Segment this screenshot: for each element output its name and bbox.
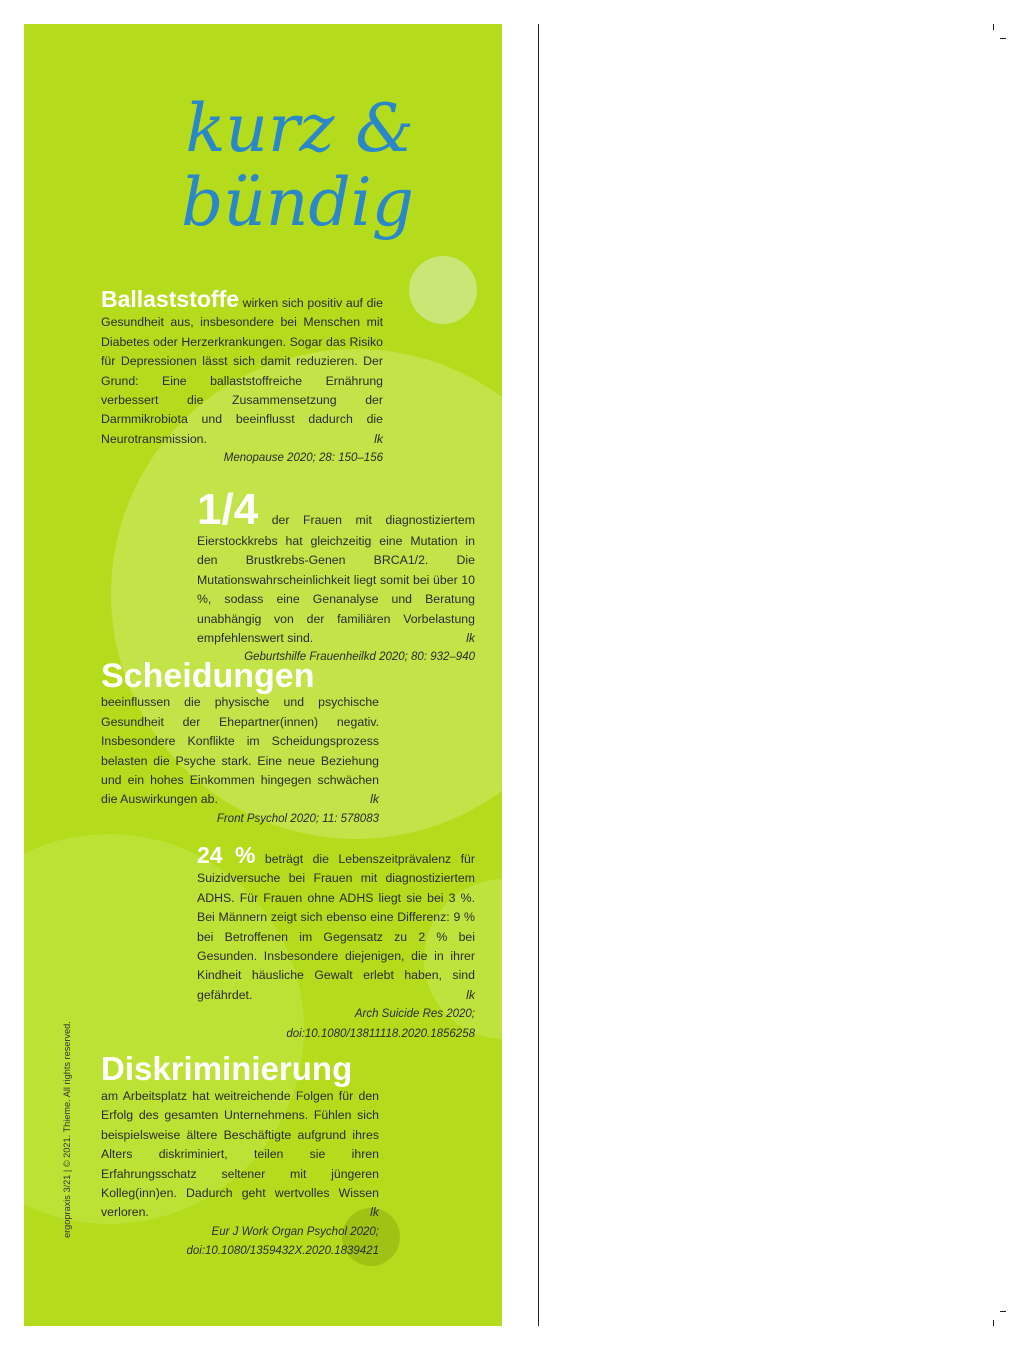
title-line-2: bündig — [181, 164, 414, 241]
page-title — [154, 92, 414, 240]
crop-mark-bottom-horizontal — [1000, 1311, 1006, 1312]
page-divider — [538, 24, 539, 1326]
article-reference: Eur J Work Organ Psychol 2020; — [211, 1225, 379, 1238]
article-body: beeinflussen die physische und psychische Gesundheit der Ehepartner(innen) negativ. Insbesondere Konflikte im Scheidungsprozess belasten die Psyche stark. Eine neue Beziehung und ein hohes Einkommen hingegen schwächen die Auswirkungen ab. — [101, 695, 379, 807]
article-diskriminierung — [101, 1051, 379, 1262]
article-reference-doi: doi:10.1080/13811118.2020.1856258 — [286, 1027, 475, 1040]
article-reference: Front Psychol 2020; 11: 578083 — [216, 812, 379, 825]
article-reference-doi: doi:10.1080/1359432X.2020.1839421 — [186, 1245, 379, 1258]
article-reference: Menopause 2020; 28: 150–156 — [223, 452, 383, 465]
article-body: wirken sich positiv auf die Gesundheit aus, insbesondere bei Menschen mit Diabetes oder Herzerkrankungen. Sogar das Risiko für Depressionen lässt sich damit reduzieren. Der Grund: Eine ballaststoffreiche Ernährung verbessert die Zusammensetzung der Darmmikrobiota und beeinflusst dadurch die Neurotransmission. — [101, 296, 383, 446]
article-heading: Ballaststoffe — [101, 286, 240, 312]
article-heading: Scheidungen — [101, 657, 315, 695]
article-body: beträgt die Lebenszeitprävalenz für Suizidversuche bei Frauen mit diagnostiziertem ADHS. Für Frauen ohne ADHS liegt sie bei 3 %. Bei Männern zeigt sich ebenso eine Differenz: 9 % bei Betroffenen im Gegensatz zu 2 % bei Gesunden. Insbesondere diejenigen, die in ihrer Kindheit häusliche Gewalt erlebt haben, sind gefährdet. — [197, 852, 475, 1002]
article-reference: Arch Suicide Res 2020; — [354, 1008, 475, 1021]
copyright-note: ergopraxis 3/21 | © 2021. Thieme. All rights reserved. — [62, 1021, 72, 1238]
author-initials: lk — [466, 987, 475, 1002]
author-initials: lk — [370, 1205, 379, 1220]
author-initials: lk — [374, 431, 383, 446]
article-heading: 1/4 — [197, 485, 259, 534]
article-reference: Geburtshilfe Frauenheilkd 2020; 80: 932–940 — [244, 651, 475, 664]
green-panel — [24, 24, 502, 1326]
article-body: der Frauen mit diagnostiziertem Eierstockkrebs hat gleichzeitig eine Mutation in den Brustkrebs-Genen BRCA1/2. Die Mutationswahrscheinlichkeit liegt somit bei über 10 %, sodass eine Genanalyse und Beratung unabhängig von der familiären Vorbelastung empfehlenswert sind. — [197, 513, 475, 646]
article-heading: 24 % — [197, 842, 256, 868]
crop-mark-bottom-vertical — [993, 1320, 994, 1326]
article-ballaststoffe — [101, 286, 383, 469]
author-initials: lk — [466, 631, 475, 646]
article-adhs — [197, 842, 475, 1044]
article-heading: Diskriminierung — [101, 1050, 353, 1087]
crop-mark-top-vertical — [993, 24, 994, 30]
author-initials: lk — [370, 792, 379, 807]
article-body: am Arbeitsplatz hat weitreichende Folgen für den Erfolg des gesamten Unternehmens. Fühlen sich beispielsweise ältere Beschäftigte aufgrund ihres Alters diskriminiert, teilen sie ihren Erfahrungsschatz seltener mit jüngeren Kolleg(inn)en. Dadurch geht wertvolles Wissen verloren. — [101, 1089, 379, 1220]
decorative-circle-small — [409, 256, 477, 324]
crop-mark-top-horizontal — [1000, 38, 1006, 39]
article-scheidungen — [101, 657, 379, 829]
title-line-1: kurz & — [185, 90, 414, 167]
article-eierstockkrebs — [197, 485, 475, 668]
